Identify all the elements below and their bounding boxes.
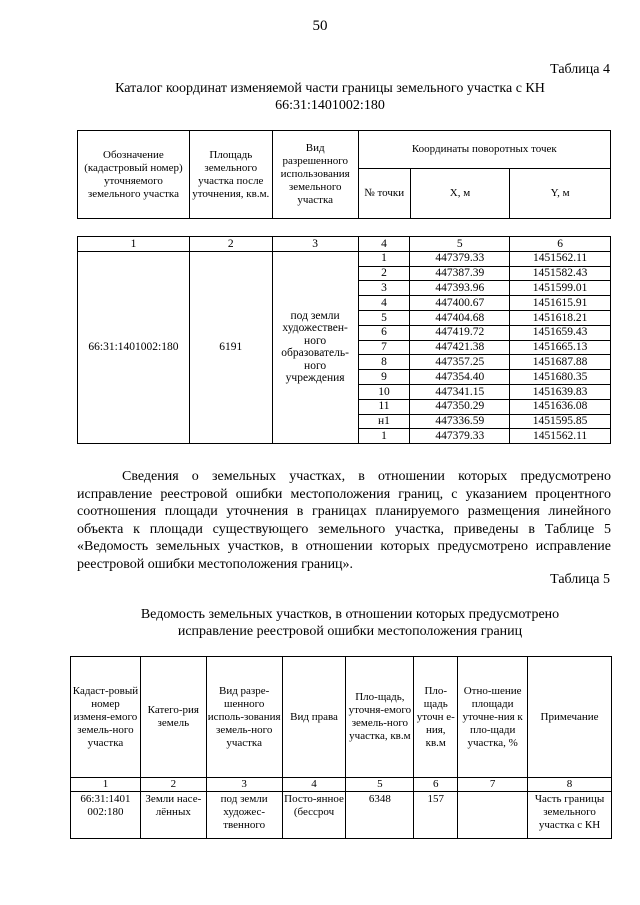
table4-title [80, 80, 580, 114]
t4-x: 447419.72 [410, 325, 510, 340]
t4-point-no: 1 [358, 251, 410, 266]
t4-y: 1451680.35 [510, 370, 611, 385]
t5-colnum: 1 [71, 778, 141, 792]
t4-x: 447336.59 [410, 414, 510, 429]
t5-header: Вид разре-шенного исполь-зования земель-ного участка [206, 657, 282, 778]
table-row [78, 251, 611, 266]
table5 [70, 656, 612, 839]
t5-colnum: 3 [206, 778, 282, 792]
body-paragraph-text: Сведения о земельных участках, в отношении которых предусмотрено исправление реестровой ошибки местоположения границ, с указанием процентного соотношения площади уточнения в границах планируемого размещения линейного объекта к площади существующего земельного участка, приведены в Таблице 5 «Ведомость земельных участков, в отношении которых предусмотрено исправление реестровой ошибки местоположения границ». [77, 469, 611, 572]
t5-header: Пло-щадь, уточня-емого земель-ного участка, кв.м [346, 657, 414, 778]
t4-y: 1451618.21 [510, 310, 611, 325]
t5-colnum: 4 [282, 778, 346, 792]
t5-colnum: 7 [458, 778, 528, 792]
t4-header-area: Площадь земельного участка после уточнения, кв.м. [189, 131, 272, 219]
t4-x: 447400.67 [410, 296, 510, 311]
t5-header: Кадаст-ровый номер изменя-емого земель-ного участка [71, 657, 141, 778]
t4-y: 1451639.83 [510, 384, 611, 399]
t4-y: 1451562.11 [510, 251, 611, 266]
t4-y: 1451562.11 [510, 429, 611, 444]
t4-use: под земли художествен-ного образователь-ного учреждения [272, 251, 358, 443]
t4-x: 447379.33 [410, 429, 510, 444]
table5-title-line1: Ведомость земельных участков, в отношении которых предусмотрено [140, 607, 560, 622]
t4-header-x: X, м [410, 169, 510, 219]
t4-colnum: 6 [510, 237, 611, 252]
t4-point-no: 5 [358, 310, 410, 325]
t5-cell [458, 792, 528, 839]
t4-y: 1451582.43 [510, 266, 611, 281]
t4-colnum: 3 [272, 237, 358, 252]
t5-colnum: 5 [346, 778, 414, 792]
page-number: 50 [312, 18, 328, 34]
t5-cell: под земли художес-твенного [206, 792, 282, 839]
t5-header: Отно-шение площади уточне-ния к пло-щади участка, % [458, 657, 528, 778]
t4-y: 1451665.13 [510, 340, 611, 355]
t4-header-y: Y, м [510, 169, 611, 219]
t4-x: 447421.38 [410, 340, 510, 355]
t4-header-designation: Обозначение (кадастровый номер) уточняемого земельного участка [78, 131, 190, 219]
body-paragraph [77, 468, 611, 573]
t4-point-no: 6 [358, 325, 410, 340]
t4-point-no: 11 [358, 399, 410, 414]
table5-title [100, 606, 600, 640]
t4-point-no: 1 [358, 429, 410, 444]
t5-colnum: 8 [528, 778, 612, 792]
t4-point-no: 8 [358, 355, 410, 370]
t4-y: 1451615.91 [510, 296, 611, 311]
table4-header [77, 130, 611, 219]
t4-header-use: Вид разрешенного использования земельного участка [272, 131, 358, 219]
t5-header: Катего-рия земель [140, 657, 206, 778]
t5-cell: Посто-янное (бессроч [282, 792, 346, 839]
table4-title-line1: Каталог координат изменяемой части границы земельного участка с КН [115, 81, 545, 96]
t5-cell: 66:31:1401 002:180 [71, 792, 141, 839]
t4-colnum-row [78, 237, 611, 252]
t5-header: Пло-щадь уточн е-ния, кв.м [414, 657, 458, 778]
t4-y: 1451636.08 [510, 399, 611, 414]
t4-point-no: 10 [358, 384, 410, 399]
table5-label: Таблица 5 [550, 572, 610, 587]
t4-header-coords: Координаты поворотных точек [358, 131, 610, 169]
t4-header-point-no: № точки [358, 169, 410, 219]
t4-point-no: 9 [358, 370, 410, 385]
t4-x: 447357.25 [410, 355, 510, 370]
t5-colnum: 6 [414, 778, 458, 792]
t4-colnum: 1 [78, 237, 190, 252]
table4-title-line2: 66:31:1401002:180 [275, 98, 385, 113]
t5-cell: 6348 [346, 792, 414, 839]
t5-cell: Земли насе-лённых [140, 792, 206, 839]
table4-label: Таблица 4 [550, 62, 610, 77]
t4-x: 447387.39 [410, 266, 510, 281]
t5-cell: 157 [414, 792, 458, 839]
t4-x: 447379.33 [410, 251, 510, 266]
t4-x: 447404.68 [410, 310, 510, 325]
t4-x: 447341.15 [410, 384, 510, 399]
t4-colnum: 4 [358, 237, 410, 252]
table5-title-line2: исправление реестровой ошибки местоположения границ [177, 624, 523, 639]
t4-x: 447393.96 [410, 281, 510, 296]
t4-area: 6191 [189, 251, 272, 443]
t4-colnum: 2 [189, 237, 272, 252]
t4-y: 1451599.01 [510, 281, 611, 296]
t4-point-no: 3 [358, 281, 410, 296]
t4-point-no: 4 [358, 296, 410, 311]
t4-x: 447354.40 [410, 370, 510, 385]
t4-point-no: 7 [358, 340, 410, 355]
t4-y: 1451687.88 [510, 355, 611, 370]
t4-point-no: н1 [358, 414, 410, 429]
t5-header: Вид права [282, 657, 346, 778]
t5-cell: Часть границы земельного участка с КН [528, 792, 612, 839]
t4-point-no: 2 [358, 266, 410, 281]
t4-cadastral: 66:31:1401002:180 [78, 251, 190, 443]
table4-body [77, 236, 611, 444]
t4-y: 1451595.85 [510, 414, 611, 429]
t5-header: Примечание [528, 657, 612, 778]
t5-colnum: 2 [140, 778, 206, 792]
t4-y: 1451659.43 [510, 325, 611, 340]
t4-colnum: 5 [410, 237, 510, 252]
t4-x: 447350.29 [410, 399, 510, 414]
